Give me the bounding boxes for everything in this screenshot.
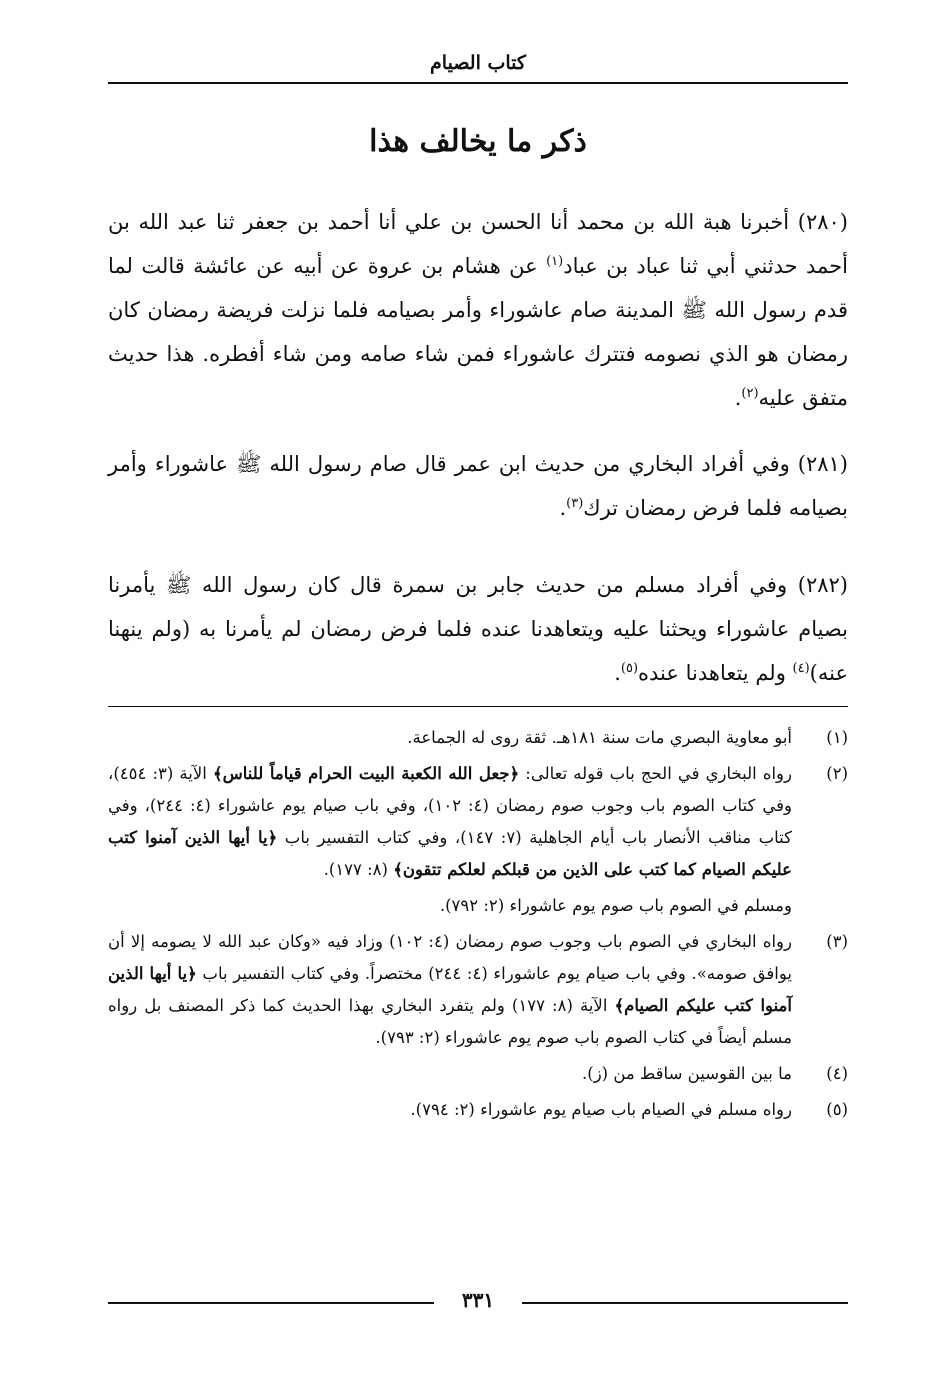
hadith-282-text-2: ولم يتعاهدنا عنده bbox=[638, 661, 793, 685]
page-number: ٣٣١ bbox=[461, 1288, 495, 1312]
footnote-ref-4: (٤) bbox=[792, 661, 810, 676]
footer-rule-left bbox=[108, 1302, 434, 1304]
footnote-number: (٤) bbox=[826, 1064, 848, 1083]
footnotes bbox=[108, 722, 848, 1130]
footnote-2-continuation: ومسلم في الصوم باب صوم يوم عاشوراء (٢: ٧٩٢). bbox=[439, 896, 792, 915]
quran-verse-3: ﴿يا أيها الذين آمنوا كتب عليكم الصيام﴾ bbox=[108, 964, 792, 1015]
footnote-separator bbox=[108, 706, 848, 707]
hadith-282-text-3: . bbox=[614, 661, 621, 685]
footnote-2 bbox=[108, 758, 848, 886]
footnote-ref-2: (٢) bbox=[741, 386, 759, 401]
footnote-number: (١) bbox=[826, 728, 848, 747]
hadith-281-text-2: . bbox=[559, 496, 567, 520]
hadith-280-text-3: . bbox=[734, 386, 742, 410]
footnote-ref-3: (٣) bbox=[566, 496, 584, 511]
hadith-280-text-1: (٢٨٠) أخبرنا هبة الله بن محمد أنا الحسن بن علي أنا أحمد بن جعفر ثنا عبد الله بن أحمد حدثني أبي ثنا عباد بن عباد bbox=[108, 210, 848, 278]
footnote-text: أبو معاوية البصري مات سنة ١٨١هـ. ثقة روى له الجماعة. bbox=[407, 728, 792, 747]
hadith-280-paragraph bbox=[108, 200, 848, 420]
hadith-281-paragraph bbox=[108, 442, 848, 530]
footnote-number: (٢) bbox=[826, 764, 848, 783]
footnote-2-text-a: رواه البخاري في الحج باب قوله تعالى: bbox=[519, 764, 792, 783]
footnote-2-text-c: الآية (٣: ٤٥٤)، وفي كتاب الصوم باب وجوب صوم رمضان (٤: ١٠٢)، وفي باب صيام يوم عاشوراء (٤: ٢٤٤)، وفي كتاب مناقب الأنصار باب أيام الجاهلية (٧: ١٤٧)، وفي كتاب التفسير باب bbox=[108, 764, 792, 847]
footnote-number: (٣) bbox=[826, 932, 848, 951]
hadith-282-text-1: (٢٨٢) وفي أفراد مسلم من حديث جابر بن سمرة قال كان رسول الله ﷺ يأمرنا بصيام عاشوراء ويحثنا عليه ويتعاهدنا عنده فلما فرض رمضان لم يأمرنا به (ولم ينهنا عنه) bbox=[108, 573, 848, 685]
footnote-4 bbox=[108, 1058, 848, 1090]
hadith-281-text-1: (٢٨١) وفي أفراد البخاري من حديث ابن عمر قال صام رسول الله ﷺ عاشوراء وأمر بصيامه فلما فرض رمضان ترك bbox=[108, 452, 848, 520]
footnote-text: رواه مسلم في الصيام باب صيام يوم عاشوراء (٢: ٧٩٤). bbox=[410, 1100, 792, 1119]
footnote-number: (٥) bbox=[826, 1100, 848, 1119]
footnote-2-text-e: (٨: ١٧٧). bbox=[323, 860, 394, 879]
footnote-1 bbox=[108, 722, 848, 754]
hadith-280-text-2: عن هشام بن عروة عن أبيه عن عائشة قالت لما قدم رسول الله ﷺ المدينة صام عاشوراء وأمر بصيامه فلما نزلت فريضة رمضان كان رمضان هو الذي نصومه فتترك عاشوراء فمن شاء صامه ومن شاء أفطره. هذا حديث متفق عليه bbox=[108, 254, 848, 410]
running-head: كتاب الصيام bbox=[430, 52, 526, 74]
footnote-text: ما بين القوسين ساقط من (ز). bbox=[582, 1064, 792, 1083]
footnote-5 bbox=[108, 1094, 848, 1126]
footnote-ref-5: (٥) bbox=[620, 661, 639, 676]
footnote-3 bbox=[108, 926, 848, 1054]
header-rule bbox=[108, 82, 848, 84]
quran-verse-2: ﴿يا أيها الذين آمنوا كتب عليكم الصيام كما كتب على الذين من قبلكم لعلكم تتقون﴾ bbox=[108, 828, 792, 879]
section-title: ذكر ما يخالف هذا bbox=[369, 124, 587, 159]
page-footer bbox=[108, 1288, 848, 1318]
footnote-ref-1: (١) bbox=[546, 254, 564, 269]
footnote-3-text-c: الآية (٨: ١٧٧) ولم يتفرد البخاري بهذا الحديث كما ذكر المصنف بل رواه مسلم أيضاً في كتاب الصوم باب صوم يوم عاشوراء (٢: ٧٩٣). bbox=[108, 996, 792, 1047]
footnote-3-text-a: رواه البخاري في الصوم باب وجوب صوم رمضان (٤: ١٠٢) وزاد فيه «وكان عبد الله لا يصومه إلا أن يوافق صومه». وفي باب صيام يوم عاشوراء (٤: ٢٤٤) مختصراً. وفي كتاب التفسير باب bbox=[108, 932, 793, 983]
quran-verse-1: ﴿جعل الله الكعبة البيت الحرام قياماً للناس﴾ bbox=[212, 764, 520, 783]
footnote-text bbox=[108, 926, 792, 1054]
hadith-282-paragraph bbox=[108, 563, 848, 695]
footnote-text bbox=[108, 758, 792, 886]
